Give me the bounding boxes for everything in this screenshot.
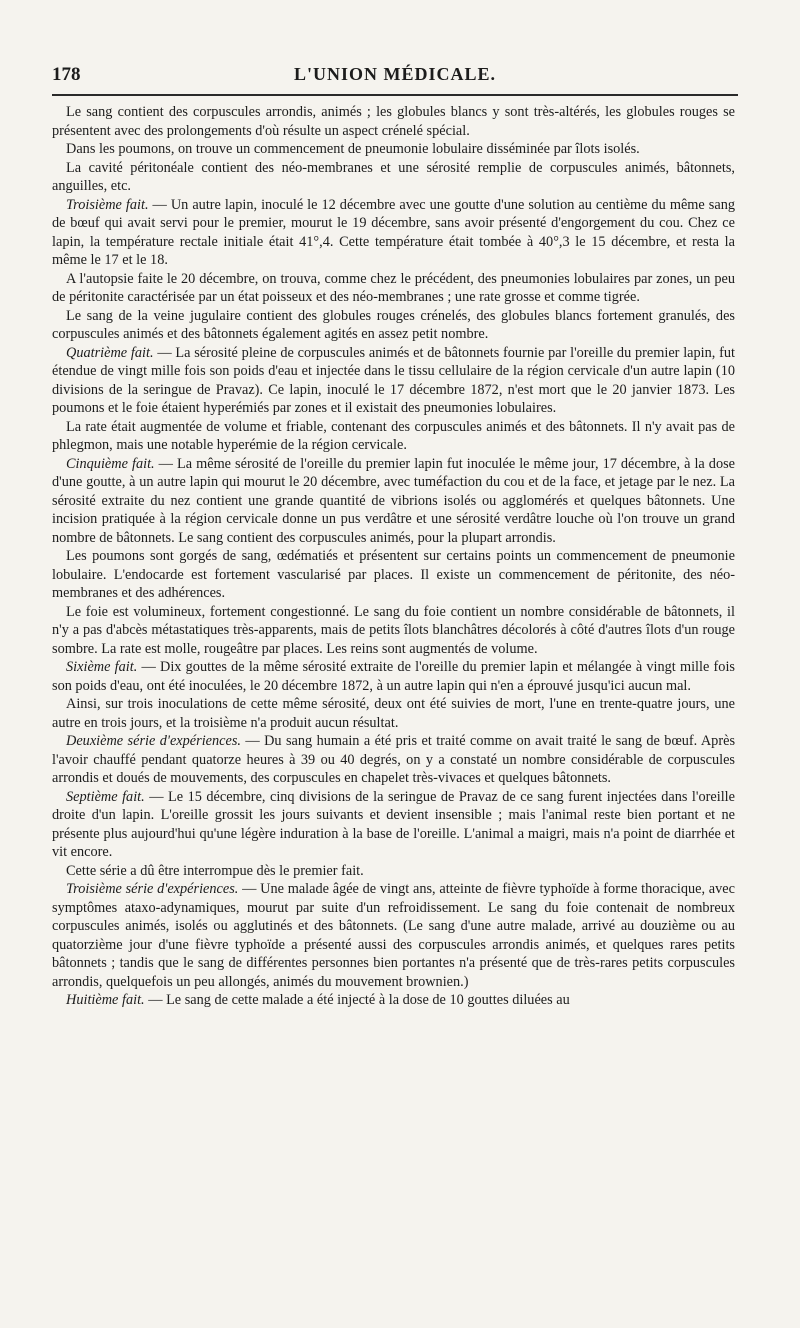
paragraph: Ainsi, sur trois inoculations de cette même sérosité, deux ont été suivies de mort, l'une en trente-quatre jours, une autre en trois jours, et la troisième n'a produit aucun résultat.	[52, 696, 735, 731]
fact-heading: Cinquième fait.	[66, 455, 155, 472]
fact-heading: Troisième fait.	[66, 196, 149, 213]
paragraph: Dans les poumons, on trouve un commencement de pneumonie lobulaire disséminée par îlots isolés.	[66, 141, 640, 157]
paragraph-sixieme-fait: Sixième fait. — Dix gouttes de la même sérosité extraite de l'oreille du premier lapin et mélangée à vingt mille fois son poids d'eau, ont été inoculées, le 20 décembre 1872, à un autre lapin qui n'en a éprouvé jusqu'ici aucun mal.	[52, 659, 735, 694]
paragraph: Les poumons sont gorgés de sang, œdématiés et présentent sur certains points un commencement de pneumonie lobulaire. L'endocarde est fortement vascularisé par places. Il existe un commencement de péritonite, des néo-membranes et des adhérences.	[52, 548, 735, 601]
page-header	[52, 60, 738, 96]
series-heading: Deuxième série d'expériences.	[66, 733, 241, 749]
page-number: 178	[52, 64, 81, 85]
paragraph-septieme-fait: Septième fait. — Le 15 décembre, cinq divisions de la seringue de Pravaz de ce sang furent injectées dans l'oreille droite d'un lapin. L'oreille grossit les jours suivants et devient insensible ; mais l'animal reste bien portant et ne présente plus aujourd'hui qu'une légère induration à la base de l'oreille. L'animal a maigri, mais n'a point de diarrhée et vit encore.	[52, 788, 735, 860]
paragraph-troisieme-fait: Troisième fait. — Un autre lapin, inoculé le 12 décembre avec une goutte d'une solution au centième du même sang de bœuf qui avait servi pour le premier, mourut le 19 décembre, sans avoir présenté d'engorgement du cou. Chez ce lapin, la température rectale initiale était 41°,4. Cette température était tombée à 40°,3 le 15 décembre, et resta la même le 17 et le 18.	[52, 196, 735, 268]
paragraph: La rate était augmentée de volume et friable, contenant des corpuscules animés et des bâtonnets. Il n'y avait pas de phlegmon, mais une notable hyperémie de la région cervicale.	[52, 418, 735, 453]
fact-heading: Septième fait.	[66, 788, 145, 805]
paragraph: La cavité péritonéale contient des néo-membranes et une sérosité remplie de corpuscules animés, bâtonnets, anguilles, etc.	[52, 159, 735, 194]
paragraph-quatrieme-fait: Quatrième fait. — La sérosité pleine de corpuscules animés et de bâtonnets fournie par l'oreille du premier lapin, fut étendue de vingt mille fois son poids d'eau et injectée dans le tissu cellulaire de la région cervicale d'un autre lapin (10 divisions de la seringue de Pravaz). Ce lapin, inoculé le 17 décembre 1872, n'est mort que le 20 janvier 1873. Les poumons et le foie étaient hyperémiés par zones et il existait des pneumonies lobulaires.	[52, 344, 736, 416]
fact-heading: Quatrième fait.	[66, 344, 154, 361]
paragraph: Le foie est volumineux, fortement congestionné. Le sang du foie contient un nombre considérable de bâtonnets, il n'y a pas d'abcès métastatiques très-apparents, mais de petits îlots blanchâtres décolorés à côté d'autres îlots d'un rouge sombre. La rate est molle, rougeâtre par places. Les reins sont augmentés de volume.	[52, 603, 735, 657]
fact-heading: Huitième fait.	[66, 992, 145, 1008]
paragraph-deuxieme-serie: Deuxième série d'expériences. — Du sang humain a été pris et traité comme on avait traité le sang de bœuf. Après l'avoir chauffé pendant quatorze heures à 39 ou 40 degrés, on y a constaté un nombre considérable de corpuscules arrondis et doués de mouvements, des corpuscules en chapelet très-vivaces et quelques bâtonnets.	[52, 733, 736, 786]
paragraph: A l'autopsie faite le 20 décembre, on trouva, comme chez le précédent, des pneumonies lobulaires par zones, un peu de péritonite caractérisée par un état poisseux et des néo-membranes ; une rate grosse et comme tigrée.	[52, 270, 735, 305]
paragraph: Cette série a dû être interrompue dès le premier fait.	[66, 862, 364, 879]
paragraph-huitieme-fait: Huitième fait. — Le sang de cette malade a été injecté à la dose de 10 gouttes diluées au	[66, 992, 570, 1008]
paragraph-troisieme-serie: Troisième série d'expériences. — Une malade âgée de vingt ans, atteinte de fièvre typhoïde à forme thoracique, avec symptômes ataxo-adynamiques, mourut par suite d'un refroidissement. Le sang du foie contenait de nombreux corpuscules animés, isolés ou agglutinés et des bâtonnets. (Le sang d'une autre malade, arrivé au douzième ou au quatorzième jour d'une fièvre typhoïde a présenté aussi des corpuscules arrondis animés, et quelques rares petits bâtonnets ; tandis que le sang de différentes personnes bien portantes n'a présenté que de très-rares petits corpuscules arrondis, quelquefois un peu allongés, animés du mouvement brownien.)	[52, 881, 735, 990]
paragraph-cinquieme-fait: Cinquième fait. — La même sérosité de l'oreille du premier lapin fut inoculée le même jour, 17 décembre, à la dose d'une goutte, à un autre lapin qui mourut le 20 décembre, avec tuméfaction du cou et de la face, et jetage par le nez. La sérosité extraite du nez contient une grande quantité de vibrions isolés ou agglomérés et quelques bâtonnets. Une incision pratiquée à la région cervicale donne un pus verdâtre et une sérosité verdâtre louche où l'on trouve un grand nombre de bâtonnets. Le sang contient des corpuscules animés, pour la plupart arrondis.	[52, 455, 736, 546]
paragraph: Le sang contient des corpuscules arrondis, animés ; les globules blancs y sont très-altérés, les globules rouges se présentent avec des prolongements d'où résulte un aspect crénelé spécial.	[52, 104, 735, 139]
running-title: L'UNION MÉDICALE.	[293, 64, 497, 84]
paragraph: Le sang de la veine jugulaire contient des globules rouges crénelés, des globules blancs fortement granulés, des corpuscules animés et des bâtonnets également agités en assez petit nombre.	[52, 307, 735, 342]
body-text	[52, 103, 735, 1010]
fact-heading: Sixième fait.	[66, 659, 138, 675]
series-heading: Troisième série d'expériences.	[66, 881, 239, 897]
